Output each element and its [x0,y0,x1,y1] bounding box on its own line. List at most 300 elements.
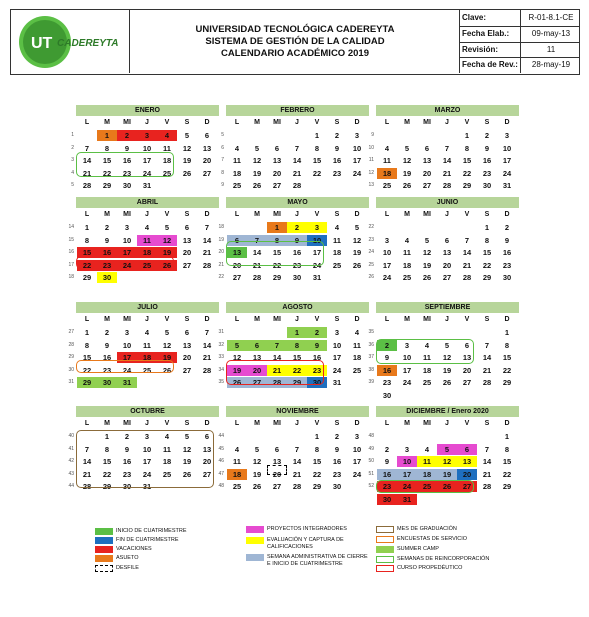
day-header: MI [273,420,281,427]
day-header: J [145,420,149,427]
calendar-day: 13 [272,156,282,165]
week-number: 22 [218,274,224,280]
week-number: 39 [368,379,374,385]
calendar-day: 6 [204,131,210,140]
calendar-day: 27 [232,273,242,282]
calendar-day: 6 [227,235,247,246]
title-line-1: UNIVERSIDAD TECNOLÓGICA CADEREYTA [195,23,395,35]
legend-label: ASUETO [116,555,139,561]
day-header: L [84,119,90,126]
calendar-day: 10 [307,235,327,246]
calendar-day: 4 [334,223,340,232]
meta-row: Revisión: 11 [459,42,579,59]
calendar-day: 2 [117,130,137,141]
legend-label: EVALUACIÓN Y CAPTURA DE CALIFICACIONES [267,537,344,550]
calendar-day: 14 [442,156,452,165]
calendar-day: 28 [482,482,492,491]
day-header: S [334,316,340,323]
calendar-day: 3 [124,223,130,232]
day-header: M [404,316,410,323]
calendar-day: 9 [334,444,340,454]
svg-text:CADEREYTA: CADEREYTA [57,38,119,49]
calendar-day: 13 [442,248,452,257]
week-number: 2 [71,144,74,151]
day-header: L [384,211,390,218]
month-name: JULIO [76,302,219,313]
calendar-day: 13 [202,444,212,454]
calendar-day: 22 [82,365,92,375]
calendar-day: 10 [402,353,412,362]
calendar-day: 20 [182,353,192,362]
calendar-day: 4 [144,328,150,337]
day-header: M [254,420,260,427]
day-header: D [504,420,510,427]
calendar-day: 2 [104,223,110,232]
week-number: 11 [368,157,374,163]
day-header: L [384,420,390,427]
calendar-day: 20 [422,168,432,178]
calendar-day: 8 [104,444,110,454]
week-number: 6 [221,144,224,151]
calendar-day: 20 [457,469,477,480]
calendar-day: 18 [227,469,247,480]
calendar-day: 12 [232,353,242,362]
day-header: J [145,211,149,218]
calendar-day: 27 [462,378,472,387]
calendar-day: 28 [462,273,472,282]
week-number: 30 [68,366,74,373]
calendar-day: 28 [292,482,302,491]
calendar-day: 23 [307,365,327,376]
calendar-day: 15 [82,353,92,362]
day-header: L [234,119,240,126]
calendar-day: 18 [402,260,412,270]
month-block [68,302,219,387]
calendar-day: 6 [464,340,470,350]
calendar-day: 25 [422,378,432,387]
day-header: L [234,316,240,323]
calendar-day: 23 [122,168,132,178]
calendar-day: 3 [144,432,150,441]
week-number: 10 [368,144,374,151]
calendar-day: 8 [84,235,90,245]
legend-label: FIN DE CUATRIMESTRE [116,537,179,543]
day-header: S [484,211,490,218]
calendar-day: 23 [377,481,397,492]
calendar-day: 5 [227,340,247,351]
day-header: M [404,119,410,126]
day-header: D [354,316,360,323]
legend-label: DESFILE [116,565,139,571]
calendar-day: 3 [504,131,510,140]
calendar-day: 28 [82,482,92,491]
highlight-outline [376,480,474,493]
week-number: 31 [218,329,224,335]
calendar-day: 19 [352,248,362,257]
calendar-day: 25 [402,273,412,282]
calendar-day: 25 [232,181,242,190]
calendar-day: 26 [157,260,177,271]
legend-swatch [246,537,264,544]
day-header: S [184,316,190,323]
day-header: S [484,420,490,427]
week-number: 25 [368,261,374,268]
logo-emblem-icon [11,10,127,72]
calendar-day: 14 [202,340,212,350]
calendar-day: 30 [307,377,327,388]
calendar-day: 4 [234,444,240,454]
calendar-day: 22 [312,469,322,479]
calendar-day: 18 [377,168,397,179]
calendar-day: 29 [102,482,112,491]
day-header: M [104,211,110,218]
calendar-day: 21 [82,469,92,479]
day-header: D [354,211,360,218]
calendar-day: 2 [484,131,490,140]
calendar-day: 30 [377,494,397,505]
calendar-day: 31 [117,377,137,388]
calendar-day: 5 [444,340,450,350]
calendar-day: 12 [182,143,192,153]
calendar-day: 13 [202,143,212,153]
calendar-day: 12 [252,457,262,466]
month-block [218,406,369,491]
calendar-day: 17 [117,352,137,363]
calendar-day: 20 [272,168,282,178]
calendar-day: 30 [332,482,342,491]
highlight-outline [376,339,474,364]
calendar-day: 14 [252,248,262,257]
calendar-day: 25 [417,481,437,492]
day-header: S [484,316,490,323]
calendar-day: 20 [202,156,212,165]
calendar-day: 7 [84,444,90,454]
calendar-day: 23 [292,260,302,270]
calendar-day: 8 [504,444,510,454]
day-header: V [314,119,320,126]
calendar-day: 11 [417,456,437,467]
week-number: 47 [218,470,224,477]
calendar-day: 23 [97,260,117,271]
calendar-day: 31 [502,181,512,190]
calendar-day: 30 [97,377,117,388]
month-block [71,105,219,190]
calendar-day: 11 [137,235,157,246]
week-number: 37 [368,354,374,360]
calendar-day: 11 [423,353,431,362]
calendar-day: 30 [482,181,492,190]
calendar-day: 5 [437,444,457,455]
legend-swatch [376,526,394,533]
legend-swatch [376,536,394,543]
week-number: 18 [68,274,74,280]
day-header: MI [123,420,131,427]
calendar-day: 15 [77,247,97,258]
calendar-day: 1 [84,223,90,232]
week-number: 38 [368,366,374,373]
month-block [221,105,369,190]
week-number: 52 [368,483,374,489]
month-block [368,406,519,504]
calendar-day: 15 [292,353,302,362]
meta-row: Fecha de Rev.: 28-may-19 [462,60,571,70]
calendar-day: 21 [82,168,92,178]
week-number: 34 [218,366,224,373]
calendar-day: 8 [287,340,307,351]
week-number: 51 [368,470,374,477]
week-number: 24 [368,249,374,255]
calendar-day: 22 [482,260,492,270]
calendar-day: 24 [142,469,152,479]
day-header: M [254,119,260,126]
calendar-day: 17 [312,248,322,257]
month-name: MARZO [376,105,519,116]
day-header: D [204,119,210,126]
calendar-day: 2 [334,432,340,441]
day-header: MI [123,211,131,218]
calendar-day: 21 [202,353,212,362]
week-number: 20 [218,249,224,255]
calendar-day: 3 [404,340,410,350]
calendar-day: 9 [104,340,110,350]
calendar-day: 13 [182,235,192,245]
day-header: J [295,420,299,427]
week-number: 44 [68,483,74,489]
calendar-day: 20 [442,260,452,270]
calendar-day: 9 [124,444,130,454]
day-header: S [334,119,340,126]
week-number: 15 [68,236,74,243]
title-line-3: CALENDARIO ACADÉMICO 2019 [221,47,369,59]
calendar-day: 29 [502,378,512,387]
calendar-day: 7 [464,235,470,245]
calendar-day: 19 [402,168,412,178]
calendar-day: 27 [272,181,282,190]
calendar-day: 23 [482,168,492,178]
calendar-day: 22 [77,260,97,271]
calendar-day: 10 [122,340,132,350]
week-number: 19 [218,236,224,243]
calendar-day: 10 [332,340,342,350]
calendar-day: 20 [247,365,267,376]
calendar-day: 2 [307,327,327,338]
calendar-day: 25 [142,365,152,375]
calendar-day: 16 [332,156,342,165]
calendar-day: 17 [332,353,342,362]
document-title [131,10,460,73]
calendar-day: 30 [292,273,302,282]
document-meta [459,10,579,73]
calendar-day: 29 [462,181,472,190]
calendar-day: 28 [252,273,262,282]
calendar-day: 27 [442,273,452,282]
calendar-day: 8 [84,340,90,350]
legend-swatch [376,546,394,553]
calendar-day: 31 [397,494,417,505]
calendar-day: 13 [457,456,477,467]
parade-marker [267,465,287,475]
calendar-day: 26 [352,260,362,270]
calendar-day: 17 [382,260,392,270]
calendar-day: 14 [292,457,302,466]
calendar-day: 9 [307,340,327,351]
day-header: M [104,420,110,427]
calendar-day: 24 [352,168,362,178]
calendar-day: 12 [442,353,452,362]
week-number: 29 [68,354,74,360]
calendar-day: 26 [162,365,172,375]
calendar-day: 3 [334,328,340,337]
calendar-day: 11 [383,156,391,165]
calendar-day: 28 [82,181,92,190]
week-number: 23 [368,236,374,243]
day-header: V [464,420,470,427]
day-header: M [254,211,260,218]
day-header: J [445,211,449,218]
calendar-day: 5 [164,223,170,232]
calendar-day: 29 [272,273,282,282]
legend-label: PROYECTOS INTEGRADORES [267,526,347,532]
calendar-day: 29 [287,377,307,388]
calendar-day: 7 [484,444,490,454]
legend-label: MES DE GRADUACIÓN [397,526,457,532]
day-header: MI [273,119,281,126]
meta-row: Fecha Elab.: 09-may-13 [459,26,579,43]
legend-swatch [376,565,394,572]
calendar-day: 4 [234,143,240,153]
calendar-day: 6 [274,444,280,454]
calendar-day: 25 [332,260,342,270]
calendar-day: 2 [334,131,340,140]
calendar-day: 24 [382,273,392,282]
calendar-day: 16 [312,353,322,362]
highlight-outline [76,360,174,373]
day-header: L [84,211,90,218]
day-header: D [504,316,510,323]
calendar-day: 6 [424,143,430,153]
calendar-day: 8 [314,444,320,454]
calendar-day: 10 [352,143,362,153]
calendar-day: 8 [504,340,510,350]
day-header: J [145,119,149,126]
calendar-day: 20 [182,248,192,257]
day-header: MI [123,119,131,126]
day-header: V [164,316,170,323]
calendar-day: 15 [502,457,512,466]
calendar-day: 1 [464,131,470,140]
calendar-day: 27 [457,481,477,492]
day-header: V [314,316,320,323]
week-number: 27 [68,329,74,335]
calendar-day: 6 [444,235,450,245]
day-header: D [504,211,510,218]
calendar-day: 23 [502,260,512,270]
day-header: M [104,119,110,126]
calendar-day: 22 [502,469,512,479]
week-number: 31 [68,379,74,385]
calendar-day: 16 [292,248,302,257]
calendar-day: 14 [82,457,92,466]
calendar-day: 7 [267,340,287,351]
week-number: 26 [368,274,374,280]
calendar-day: 7 [204,328,210,337]
calendar-day: 31 [142,482,152,491]
calendar-day: 28 [482,378,492,387]
week-number: 5 [221,132,224,138]
legend-label: ENCUESTAS DE SERVICIO [397,536,468,542]
calendar-day: 18 [232,168,242,178]
day-header: M [254,316,260,323]
calendar-day: 27 [182,365,192,375]
legend-label: SUMMER CAMP [397,546,439,552]
calendar-day: 23 [102,365,112,375]
calendar-day: 21 [292,168,302,178]
calendar-day: 14 [82,156,92,165]
month-block [368,197,519,282]
calendar-day: 19 [422,260,432,270]
legend-label: INICIO DE CUATRIMESTRE [116,528,187,534]
calendar-day: 26 [402,181,412,190]
calendar-day: 14 [482,457,492,466]
calendar-day: 10 [142,143,152,153]
week-number: 45 [218,445,224,452]
calendar-day: 28 [292,181,302,190]
week-number: 35 [218,379,224,385]
week-number: 35 [368,329,374,335]
calendar-day: 16 [122,156,132,165]
calendar-day: 17 [142,457,152,466]
week-number: 1 [71,132,74,138]
calendar-day: 1 [84,328,90,337]
day-header: L [234,211,240,218]
calendar-day: 24 [122,365,132,375]
calendar-day: 26 [182,469,192,479]
week-number: 49 [368,445,374,452]
week-number: 12 [368,169,374,176]
day-header: J [445,420,449,427]
calendar-day: 21 [267,365,287,376]
week-number: 50 [368,458,374,464]
week-number: 16 [68,249,74,255]
calendar-day: 4 [157,130,177,141]
calendar-day: 6 [204,432,210,441]
day-header: S [334,211,340,218]
calendar-day: 5 [184,131,190,140]
calendar-day: 28 [202,260,212,270]
calendar-day: 30 [502,273,512,282]
calendar-day: 4 [424,340,430,350]
calendar-day: 19 [252,168,262,178]
day-header: D [354,119,360,126]
calendar-day: 5 [254,143,260,153]
calendar-day: 21 [462,260,472,270]
calendar-day: 24 [352,469,362,479]
calendar-day: 13 [252,353,262,362]
calendar-day: 21 [202,248,212,257]
highlight-outline [76,152,174,177]
calendar-day: 29 [312,482,322,491]
calendar-day: 10 [397,456,417,467]
highlight-outline [76,430,214,488]
calendar-day: 9 [287,235,307,246]
month-block [368,302,519,400]
week-number: 41 [68,445,74,452]
day-header: L [384,119,390,126]
calendar-day: 2 [504,223,510,232]
calendar-day: 17 [352,457,362,466]
calendar-day: 9 [124,143,130,153]
calendar-day: 18 [137,352,157,363]
